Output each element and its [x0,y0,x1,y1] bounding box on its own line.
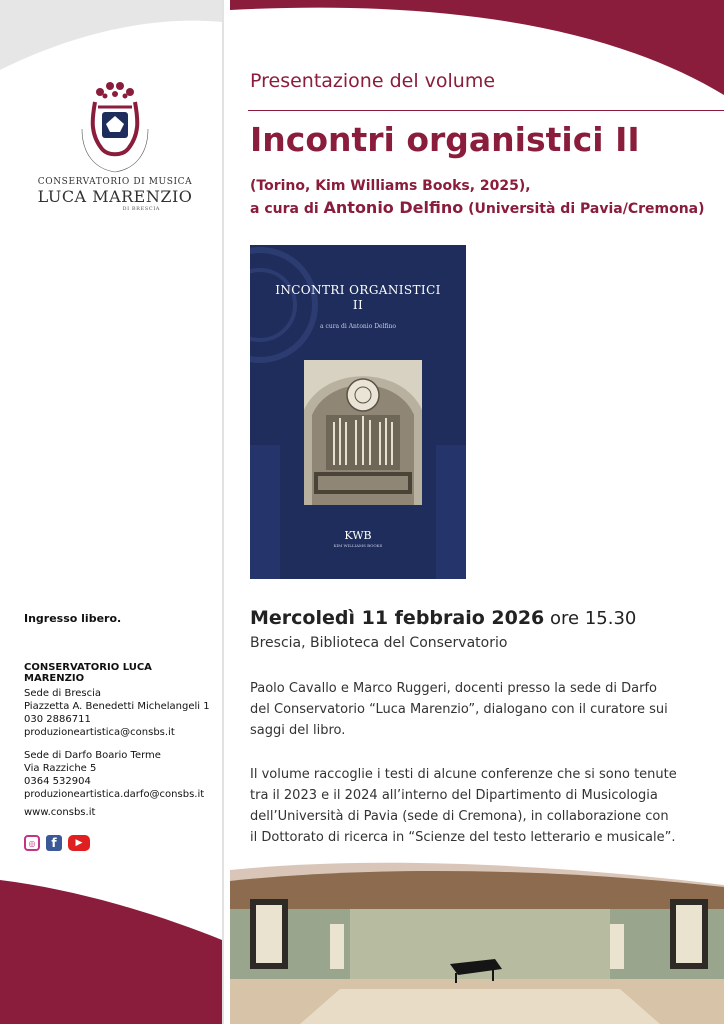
concert-hall-photo [230,869,724,1024]
address-line: Sede di Darfo Boario Terme [24,750,161,761]
website-link[interactable]: www.consbs.it [24,807,96,818]
event-time: ore 15.30 [544,608,637,629]
book-cover [250,245,466,579]
address-line: Piazzetta A. Benedetti Michelangeli 1 [24,701,210,712]
paragraph-line: del Conservatorio “Luca Marenzio”, dialogano con il curatore sui [250,702,668,717]
social-links [24,835,90,851]
publisher-name: KIM WILLIAMS BOOKS [333,543,383,548]
paragraph-line: dell’Università di Pavia (sede di Cremona), in collaborazione con [250,809,669,824]
logo-line3: DI BRESCIA [122,206,160,212]
description-paragraph-2 [250,764,710,848]
free-entry-note: Ingresso libero. [24,612,122,625]
facebook-icon[interactable]: f [46,835,62,851]
subtitle-curator [250,198,705,217]
publisher-mark: KWB [344,529,372,542]
phone-number[interactable]: 0364 532904 [24,776,91,787]
curator-prefix: a cura di [250,201,324,217]
email-link[interactable]: produzioneartistica@consbs.it [24,727,175,738]
cover-title-line2: II [352,298,364,312]
instagram-icon[interactable]: ◎ [24,835,40,851]
organ-illustration [304,360,422,505]
paragraph-line: il Dottorato di ricerca in “Scienze del testo letterario e musicale”. [250,830,676,845]
event-datetime [250,607,636,629]
phone-number[interactable]: 030 2886711 [24,714,91,725]
address-line: Sede di Brescia [24,688,102,699]
email-link[interactable]: produzioneartistica.darfo@consbs.it [24,789,205,800]
event-date: Mercoledì 11 febbraio 2026 [250,607,545,629]
paragraph-line: Paolo Cavallo e Marco Ruggeri, docenti presso la sede di Darfo [250,681,657,696]
logo-line1: CONSERVATORIO DI MUSICA [37,177,193,187]
curator-name: Antonio Delfino [323,198,464,217]
subtitle-publication: (Torino, Kim Williams Books, 2025), [250,178,531,194]
paragraph-line: Il volume raccoglie i testi di alcune conferenze che si sono tenute [250,767,677,782]
logo-line2: LUCA MARENZIO [37,187,193,206]
address-brescia [24,687,214,739]
youtube-icon[interactable]: ▶ [68,835,90,851]
eyebrow-title: Presentazione del volume [250,70,496,92]
address-line: Via Razziche 5 [24,763,97,774]
page-title: Incontri organistici II [250,120,640,159]
cover-title [250,283,466,313]
conservatorio-name: CONSERVATORIO LUCA MARENZIO [24,662,152,684]
address-darfo [24,749,214,801]
event-place: Brescia, Biblioteca del Conservatorio [250,635,508,651]
header-rule [248,110,724,111]
description-paragraph-1 [250,678,710,741]
curator-affiliation: (Università di Pavia/Cremona) [463,201,705,217]
paragraph-line: tra il 2023 e il 2024 all’interno del Dipartimento di Musicologia [250,788,658,803]
paragraph-line: saggi del libro. [250,723,346,738]
cover-curator: a cura di Antonio Delfino [319,323,396,330]
cover-title-line1: INCONTRI ORGANISTICI [275,283,441,297]
